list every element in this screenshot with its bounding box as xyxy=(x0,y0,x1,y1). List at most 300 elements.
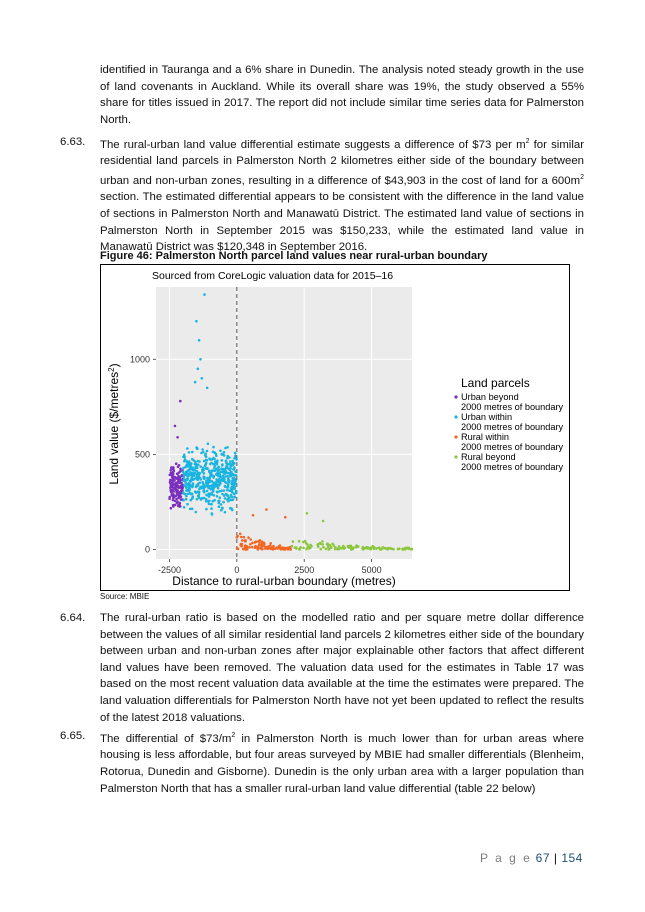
outlier-point xyxy=(265,508,268,511)
data-point xyxy=(217,466,220,469)
text-segment: for similar residential land parcels in Palmerston North 2 kilometres either side of the boundary between urban and non-urban zones, resulting in a difference of $43,903 in the cost of land for a 600m xyxy=(100,138,584,187)
data-point xyxy=(212,451,215,454)
data-point xyxy=(184,458,187,461)
data-point xyxy=(224,475,227,478)
data-point xyxy=(261,543,264,546)
data-point xyxy=(231,491,234,494)
data-point xyxy=(199,465,202,468)
page-footer xyxy=(480,851,583,865)
data-point xyxy=(209,458,212,461)
data-point xyxy=(316,544,319,547)
data-point xyxy=(223,489,226,492)
legend-key xyxy=(454,395,457,398)
data-point xyxy=(364,547,367,550)
data-point xyxy=(196,498,199,501)
data-point xyxy=(292,540,295,543)
data-point xyxy=(294,546,297,549)
data-point xyxy=(222,475,225,478)
data-point xyxy=(241,543,244,546)
page-label: P a g e xyxy=(480,851,532,865)
legend-label-line2: 2000 metres of boundary xyxy=(461,442,564,452)
data-point xyxy=(188,465,191,468)
x-tick-label: 5000 xyxy=(361,565,382,575)
data-point xyxy=(254,541,257,544)
data-point xyxy=(176,502,179,505)
data-point xyxy=(348,546,351,549)
text-segment: The differential of $73/m xyxy=(100,732,232,745)
data-point xyxy=(212,446,215,449)
data-point xyxy=(344,547,347,550)
data-point xyxy=(206,468,209,471)
y-tick-label: 500 xyxy=(134,449,150,460)
data-point xyxy=(261,548,264,551)
data-point xyxy=(230,507,233,510)
data-point xyxy=(203,491,206,494)
data-point xyxy=(221,459,224,462)
data-point xyxy=(170,466,173,469)
data-point xyxy=(255,545,258,548)
legend-label-line2: 2000 metres of boundary xyxy=(461,402,564,412)
data-point xyxy=(209,477,212,480)
data-point xyxy=(216,461,219,464)
data-point xyxy=(197,460,200,463)
text-segment: section. The estimated differential appears to be consistent with the difference in the land value of sections in Palmerston North and Manawatū District. The estimated land value of sections in Palmerston North in September 2015 was $150,233, while the estimated land value in Manawatū District was $120,348 in September 2016. xyxy=(100,191,584,254)
data-point xyxy=(302,547,305,550)
legend-label-line2: 2000 metres of boundary xyxy=(461,422,564,432)
outlier-point xyxy=(179,400,182,403)
data-point xyxy=(191,508,194,511)
data-point xyxy=(171,476,174,479)
data-point xyxy=(180,487,183,490)
data-point xyxy=(189,492,192,495)
paragraph-6-65 xyxy=(100,728,584,797)
data-point xyxy=(226,489,229,492)
data-point xyxy=(224,486,227,489)
scatter-chart xyxy=(100,264,570,591)
data-point xyxy=(411,548,414,551)
legend-label-line2: 2000 metres of boundary xyxy=(461,462,564,472)
y-axis-label xyxy=(107,363,121,484)
data-point xyxy=(397,548,400,551)
data-point xyxy=(258,544,261,547)
data-point xyxy=(198,472,201,475)
data-point xyxy=(176,472,179,475)
data-point xyxy=(215,482,218,485)
data-point xyxy=(196,448,199,451)
data-point xyxy=(204,465,207,468)
data-point xyxy=(233,496,236,499)
data-point xyxy=(179,470,182,473)
data-point xyxy=(178,492,181,495)
plot-panel xyxy=(156,287,412,559)
data-point xyxy=(199,477,202,480)
data-point xyxy=(201,486,204,489)
outlier-point xyxy=(201,377,204,380)
data-point xyxy=(223,494,226,497)
data-point xyxy=(174,485,177,488)
paragraph-number: 6.64. xyxy=(60,612,86,624)
data-point xyxy=(226,472,229,475)
data-point xyxy=(178,478,181,481)
data-point xyxy=(195,511,198,514)
data-point xyxy=(210,472,213,475)
data-point xyxy=(215,473,218,476)
data-point xyxy=(229,460,232,463)
data-point xyxy=(179,502,182,505)
data-point xyxy=(220,489,223,492)
data-point xyxy=(371,545,374,548)
page-total: 154 xyxy=(561,851,583,865)
outlier-point xyxy=(198,339,201,342)
data-point xyxy=(182,499,185,502)
data-point xyxy=(240,536,243,539)
data-point xyxy=(196,484,199,487)
data-point xyxy=(234,455,237,458)
paragraph-intro: identified in Tauranga and a 6% share in Dunedin. The analysis noted steady growth in the use of land covenants in Auckland. While its overall share was 19%, the study observed a 55% share for titles issued in 2017. The report did not include similar time series data for Palmerston North. xyxy=(100,64,584,126)
data-point xyxy=(186,478,189,481)
data-point xyxy=(186,483,189,486)
data-point xyxy=(206,494,209,497)
data-point xyxy=(183,480,186,483)
data-point xyxy=(217,500,220,503)
data-point xyxy=(198,488,201,491)
data-point xyxy=(201,448,204,451)
legend-key xyxy=(454,415,457,418)
data-point xyxy=(187,488,190,491)
data-point xyxy=(227,500,230,503)
outlier-point xyxy=(203,293,206,296)
data-point xyxy=(298,548,301,551)
data-point xyxy=(192,482,195,485)
data-point xyxy=(180,496,183,499)
data-point xyxy=(286,547,289,550)
data-point xyxy=(266,547,269,550)
data-point xyxy=(183,484,186,487)
data-point xyxy=(355,544,358,547)
data-point xyxy=(171,473,174,476)
data-point xyxy=(205,508,208,511)
superscript: 2 xyxy=(580,173,584,181)
data-point xyxy=(327,546,330,549)
data-point xyxy=(258,540,261,543)
data-point xyxy=(243,536,246,539)
data-point xyxy=(233,487,236,490)
data-point xyxy=(337,547,340,550)
data-point xyxy=(224,511,227,514)
data-point xyxy=(223,451,226,454)
data-point xyxy=(228,456,231,459)
data-point xyxy=(260,546,263,549)
y-tick-label: 1000 xyxy=(129,354,150,365)
data-point xyxy=(385,548,388,551)
data-point xyxy=(222,453,225,456)
data-point xyxy=(187,492,190,495)
data-point xyxy=(404,548,407,551)
data-point xyxy=(269,544,272,547)
data-point xyxy=(211,493,214,496)
data-point xyxy=(171,494,174,497)
paragraph-number: 6.65. xyxy=(60,730,86,742)
data-point xyxy=(225,462,228,465)
data-point xyxy=(169,489,172,492)
data-point xyxy=(175,498,178,501)
data-point xyxy=(175,494,178,497)
data-point xyxy=(229,467,232,470)
outlier-point xyxy=(199,358,202,361)
outlier-point xyxy=(174,425,177,428)
data-point xyxy=(350,548,353,551)
outlier-point xyxy=(252,514,255,517)
data-point xyxy=(202,451,205,454)
data-point xyxy=(279,544,282,547)
data-point xyxy=(180,489,183,492)
data-point xyxy=(220,467,223,470)
data-point xyxy=(275,547,278,550)
data-point xyxy=(208,469,211,472)
data-point xyxy=(239,533,242,536)
data-point xyxy=(340,547,343,550)
data-point xyxy=(216,491,219,494)
superscript: 2 xyxy=(231,732,236,739)
data-point xyxy=(236,547,239,550)
data-point xyxy=(234,483,237,486)
data-point xyxy=(177,481,180,484)
outlier-point xyxy=(284,516,287,519)
data-point xyxy=(188,451,191,454)
data-point xyxy=(170,469,173,472)
y-tick-label: 0 xyxy=(144,544,150,555)
outlier-point xyxy=(206,387,209,390)
y-axis-label-sup: 2 xyxy=(107,367,116,372)
legend-label: Rural beyond xyxy=(461,452,516,462)
data-point xyxy=(189,480,192,483)
outlier-point xyxy=(194,381,197,384)
data-point xyxy=(179,505,182,508)
data-point xyxy=(175,477,178,480)
paragraph-number: 6.63. xyxy=(60,136,86,148)
data-point xyxy=(189,485,192,488)
data-point xyxy=(221,507,224,510)
data-point xyxy=(192,478,195,481)
data-point xyxy=(226,494,229,497)
data-point xyxy=(233,466,236,469)
data-point xyxy=(197,495,200,498)
data-point xyxy=(231,485,234,488)
data-point xyxy=(224,447,227,450)
data-point xyxy=(194,461,197,464)
data-point xyxy=(210,503,213,506)
data-point xyxy=(179,468,182,471)
data-point xyxy=(202,483,205,486)
data-point xyxy=(173,490,176,493)
paragraph-6-64: The rural-urban ratio is based on the modelled ratio and per square metre dollar difference between the values of all similar residential land parcels 2 kilometres either side of the boundary between urban and non-urban zones after major explainable other factors that affect different land values have been removed. The valuation data used for the estimates in Table 17 was based on the most recent valuation data available at the time the estimates were prepared. The land valuation differentials for Palmerston North have not yet been updated to reflect the results of the latest 2018 valuations. xyxy=(100,612,584,724)
data-point xyxy=(233,457,236,460)
data-point xyxy=(244,544,247,547)
data-point xyxy=(172,483,175,486)
data-point xyxy=(224,469,227,472)
data-point xyxy=(235,490,238,493)
data-point xyxy=(175,462,178,465)
legend-key xyxy=(454,435,457,438)
data-point xyxy=(176,490,179,493)
data-point xyxy=(222,501,225,504)
figure-title: Figure 46: Palmerston North parcel land values near rural-urban boundary xyxy=(100,250,488,262)
data-point xyxy=(219,450,222,453)
data-point xyxy=(189,499,192,502)
data-point xyxy=(216,495,219,498)
data-point xyxy=(206,450,209,453)
data-point xyxy=(194,467,197,470)
data-point xyxy=(224,497,227,500)
data-point xyxy=(185,498,188,501)
data-point xyxy=(183,454,186,457)
data-point xyxy=(201,471,204,474)
data-point xyxy=(241,539,244,542)
legend-label: Urban within xyxy=(461,412,513,422)
data-point xyxy=(234,452,237,455)
data-point xyxy=(205,500,208,503)
data-point xyxy=(193,472,196,475)
data-point xyxy=(186,460,189,463)
data-point xyxy=(212,487,215,490)
x-axis-label: Distance to rural-urban boundary (metres) xyxy=(172,574,396,588)
data-point xyxy=(183,475,186,478)
outlier-point xyxy=(322,520,325,523)
data-point xyxy=(212,469,215,472)
data-point xyxy=(177,465,180,468)
data-point xyxy=(216,479,219,482)
data-point xyxy=(325,548,328,551)
data-point xyxy=(212,475,215,478)
data-point xyxy=(210,507,213,510)
data-point xyxy=(211,484,214,487)
data-point xyxy=(229,464,232,467)
data-point xyxy=(242,548,245,551)
data-point xyxy=(187,469,190,472)
data-point xyxy=(230,482,233,485)
data-point xyxy=(182,470,185,473)
page-separator: | xyxy=(553,851,558,865)
data-point xyxy=(218,482,221,485)
figure-source: Source: MBIE xyxy=(100,592,150,601)
data-point xyxy=(186,447,189,450)
legend-label: Urban beyond xyxy=(461,392,519,402)
data-point xyxy=(227,486,230,489)
data-point xyxy=(221,464,224,467)
data-point xyxy=(392,548,395,551)
data-point xyxy=(251,546,254,549)
data-point xyxy=(264,547,267,550)
legend-label: Rural within xyxy=(461,432,509,442)
data-point xyxy=(218,484,221,487)
x-tick-label: 0 xyxy=(234,565,240,575)
data-point xyxy=(203,460,206,463)
data-point xyxy=(375,547,378,550)
data-point xyxy=(229,499,232,502)
data-point xyxy=(209,463,212,466)
data-point xyxy=(190,462,193,465)
data-point xyxy=(201,497,204,500)
data-point xyxy=(203,477,206,480)
data-point xyxy=(225,465,228,468)
data-point xyxy=(247,536,250,539)
outlier-point xyxy=(306,512,309,515)
data-point xyxy=(352,546,355,549)
data-point xyxy=(236,536,239,539)
data-point xyxy=(190,472,193,475)
data-point xyxy=(169,479,172,482)
data-point xyxy=(269,542,272,545)
data-point xyxy=(217,468,220,471)
data-point xyxy=(228,480,231,483)
data-point xyxy=(228,496,231,499)
data-point xyxy=(331,543,334,546)
data-point xyxy=(225,481,228,484)
data-point xyxy=(196,474,199,477)
data-point xyxy=(229,489,232,492)
data-point xyxy=(244,548,247,551)
data-point xyxy=(170,507,173,510)
data-point xyxy=(321,540,324,543)
data-point xyxy=(369,547,372,550)
data-point xyxy=(230,494,233,497)
outlier-point xyxy=(195,320,198,323)
data-point xyxy=(218,505,221,508)
data-point xyxy=(196,476,199,479)
paragraph-6-63 xyxy=(100,134,584,256)
data-point xyxy=(218,478,221,481)
outlier-point xyxy=(197,368,200,371)
x-tick-label: -2500 xyxy=(157,565,181,575)
data-point xyxy=(280,547,283,550)
data-point xyxy=(251,542,254,545)
data-point xyxy=(380,548,383,551)
data-point xyxy=(306,543,309,546)
y-axis-label-end: ) xyxy=(107,363,121,368)
data-point xyxy=(174,504,177,507)
y-axis-label-text: Land value ($/metres xyxy=(107,371,121,485)
data-point xyxy=(191,451,194,454)
data-point xyxy=(205,455,208,458)
data-point xyxy=(408,547,411,550)
outlier-point xyxy=(176,436,179,439)
data-point xyxy=(217,487,220,490)
data-point xyxy=(169,474,172,477)
legend-title: Land parcels xyxy=(461,376,530,390)
page-number: 67 xyxy=(535,851,551,865)
data-point xyxy=(195,491,198,494)
data-point xyxy=(213,458,216,461)
data-point xyxy=(206,490,209,493)
data-point xyxy=(218,474,221,477)
superscript: 2 xyxy=(525,138,530,145)
data-point xyxy=(206,479,209,482)
data-point xyxy=(207,443,210,446)
data-point xyxy=(322,546,325,549)
data-point xyxy=(183,456,186,459)
data-point xyxy=(233,462,236,465)
data-point xyxy=(304,540,307,543)
data-point xyxy=(220,503,223,506)
data-point xyxy=(248,546,251,549)
data-point xyxy=(319,548,322,551)
data-point xyxy=(227,483,230,486)
data-point xyxy=(249,538,252,541)
data-point xyxy=(234,470,237,473)
legend-key xyxy=(454,455,457,458)
data-point xyxy=(298,540,301,543)
data-point xyxy=(330,546,333,549)
